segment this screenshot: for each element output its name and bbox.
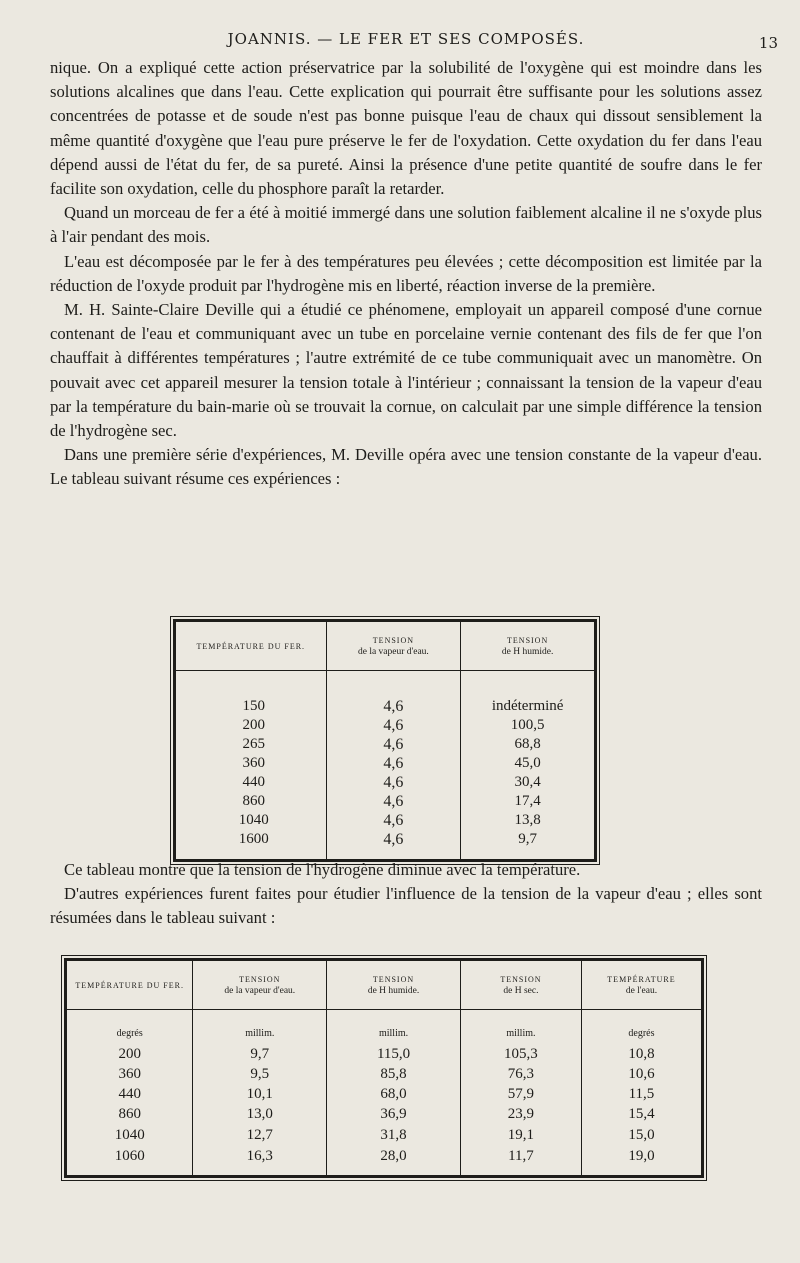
table-row: 265 4,6 68,8 bbox=[175, 735, 596, 754]
paragraph: Dans une première série d'expériences, M. Deville opéra avec une tension constante de la vapeur d'eau. Le tableau suivant résume ces expériences : bbox=[50, 445, 762, 489]
paragraph: nique. On a expliqué cette action préservatrice par la solubilité de l'oxygène qui est moindre dans les solutions alcalines que dans l'eau. Cette explication qui pourrait être suffisante pour les solutions assez concentrées de potasse et de soude n'est pas bonne puisque l'eau de chaux qui dissout sensiblement la même quantité d'oxygène que l'eau pure préserve le fer de l'oxydation. Cette oxydation du fer dans l'eau dépend aussi de l'état du fer, de sa pureté. Ainsi la présence d'une petite quantité de soufre dans le fer facilite son oxydation, celle du phosphore paraît la retarder. bbox=[50, 58, 762, 199]
table-header: TENSION de la vapeur d'eau. bbox=[326, 621, 461, 671]
table-row: 360 9,5 85,8 76,3 10,6 bbox=[66, 1064, 703, 1084]
table-row: 860 13,0 36,9 23,9 15,4 bbox=[66, 1105, 703, 1125]
table-row: 200 9,7 115,0 105,3 10,8 bbox=[66, 1044, 703, 1064]
table-row: 1040 12,7 31,8 19,1 15,0 bbox=[66, 1125, 703, 1145]
table-header: TEMPÉRATURE DU FER. bbox=[66, 960, 193, 1010]
table-header: TENSION de H sec. bbox=[460, 960, 581, 1010]
table-header: TEMPÉRATURE DU FER. bbox=[175, 621, 327, 671]
table-header: TENSION de la vapeur d'eau. bbox=[193, 960, 327, 1010]
table-iron-temperature-hydrogen bbox=[173, 619, 597, 862]
paragraph: D'autres expériences furent faites pour étudier l'influence de la tension de la vapeur d'eau ; elles sont résumées dans le tableau suivant : bbox=[50, 884, 762, 928]
table-row: 1600 4,6 9,7 bbox=[175, 830, 596, 861]
table-row: 1060 16,3 28,0 11,7 19,0 bbox=[66, 1145, 703, 1176]
table-header: TENSION de H humide. bbox=[327, 960, 461, 1010]
body-text bbox=[50, 858, 762, 931]
paragraph: M. H. Sainte-Claire Deville qui a étudié ce phénomene, employait un appareil composé d'une cornue contenant de l'eau et communiquant avec un tube en porcelaine vernie contenant des fils de fer que l'on chauffait à différentes températures ; l'autre extrémité de ce tube communiquait avec un manomètre. On pouvait avec cet appareil mesurer la tension totale à l'intérieur ; connaissant la tension de la vapeur d'eau par la température du bain-marie où se trouvait la cornue, on calculait par une simple différence la tension de l'hydrogène sec. bbox=[50, 300, 762, 441]
units-row: degrés millim. millim. millim. degrés bbox=[66, 1010, 703, 1044]
paragraph: Quand un morceau de fer a été à moitié immergé dans une solution faiblement alcaline il ne s'oxyde plus à l'air pendant des mois. bbox=[50, 203, 762, 247]
table-row: 200 4,6 100,5 bbox=[175, 716, 596, 735]
paragraph: Ce tableau montre que la tension de l'hydrogène diminue avec la température. bbox=[64, 860, 581, 879]
paragraph: L'eau est décomposée par le fer à des températures peu élevées ; cette décomposition est limitée par la réduction de l'oxyde produit par l'hydrogène mis en liberté, réaction inverse de la première. bbox=[50, 251, 762, 295]
body-text bbox=[50, 56, 762, 492]
table-row: 150 4,6 indéterminé bbox=[175, 671, 596, 717]
table-row: 440 10,1 68,0 57,9 11,5 bbox=[66, 1085, 703, 1105]
table-row: 1040 4,6 13,8 bbox=[175, 811, 596, 830]
table-row: 860 4,6 17,4 bbox=[175, 792, 596, 811]
page-number: 13 bbox=[758, 34, 778, 52]
table-row: 360 4,6 45,0 bbox=[175, 754, 596, 773]
table-header: TENSION de H humide. bbox=[461, 621, 596, 671]
table-water-vapour-tension bbox=[64, 958, 704, 1178]
running-title: JOANNIS. — LE FER ET SES COMPOSÉS. bbox=[227, 30, 585, 48]
table-row: 440 4,6 30,4 bbox=[175, 773, 596, 792]
table-header: TEMPÉRATURE de l'eau. bbox=[581, 960, 702, 1010]
